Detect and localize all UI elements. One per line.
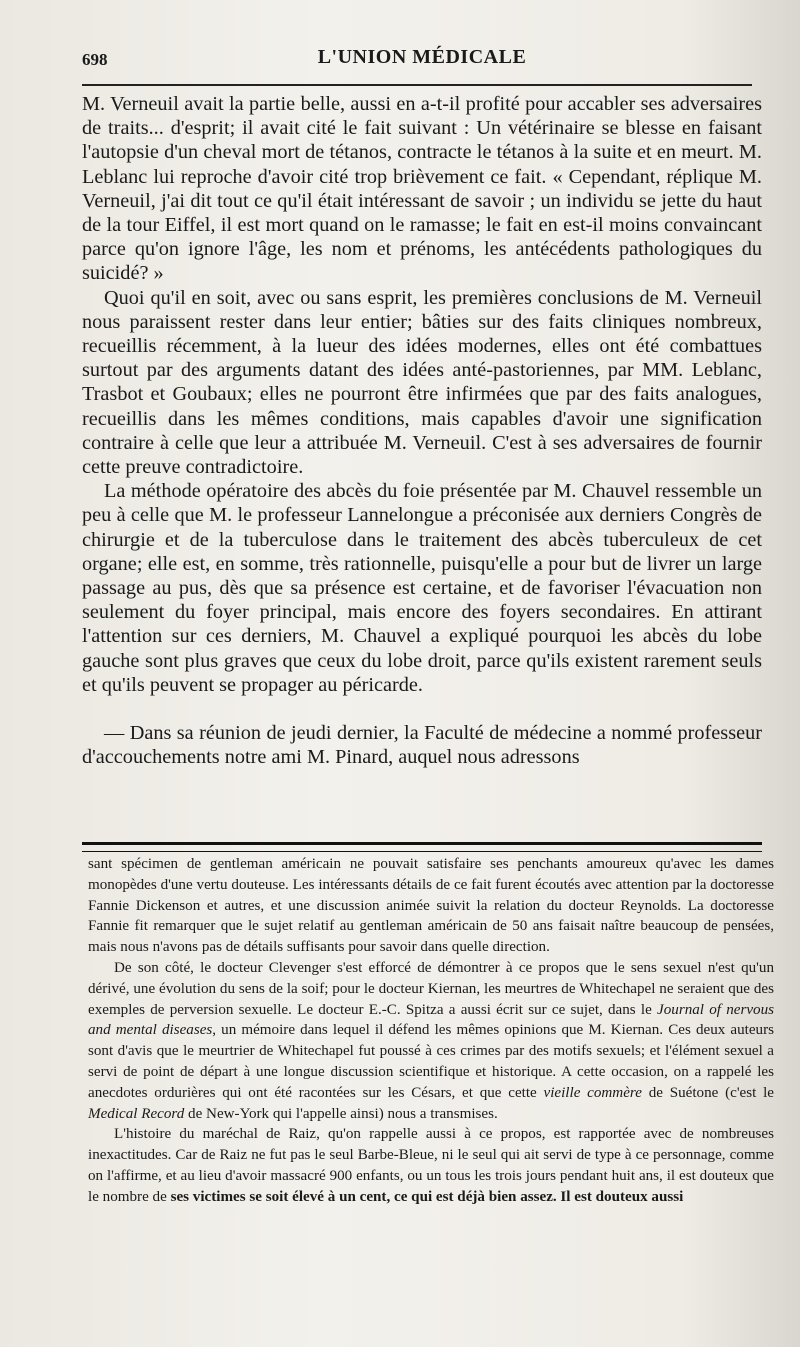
paragraph-conclusions: Quoi qu'il en soit, avec ou sans esprit, les premières conclusions de M. Verneuil nous paraissent rester dans leur entier; bâties sur des faits cliniques nombreux, recueillis récemment, à la lueur des idées modernes, elles ont été combattues surtout par des arguments datant des idées anté-pastoriennes, par MM. Leblanc, Trasbot et Goubaux; elles ne pourront être infirmées que par des faits analogues, recueillis dans les mêmes conditions, mais capables d'avoir une signification contraire à celle que leur a attribuée M. Verneuil. C'est à ses adversaires de fournir cette preuve contradictoire.	[82, 286, 762, 479]
journal-title: Journal of nervous and mental diseases	[88, 1001, 774, 1039]
footnote-paragraph-3	[88, 1124, 774, 1207]
footnote-text: de Suétone (c'est le	[641, 1084, 774, 1101]
footnote-text-bold: ses victimes se soit élevé à un cent, ce qui est déjà bien assez. Il est douteux aussi	[170, 1188, 684, 1205]
paragraph-faculty-news: — Dans sa réunion de jeudi dernier, la Faculté de médecine a nommé professeur d'accouchements notre ami M. Pinard, auquel nous adressons	[82, 722, 762, 769]
footnote-text: L'histoire du maréchal de Raiz, qu'on rappelle aussi à ce propos, est rapportée avec de nombreuses inexactitudes. Car de Raiz ne fut pas le seul Barbe-Bleue, ni le seul qui ait servi de type à ce personnage, comme on l'affirme, et au lieu d'avoir massacré 900 enfants, ou un tous les trois jours pendant huit ans, il est douteux que le nombre de	[88, 1126, 774, 1205]
italic-phrase: vieille commère	[543, 1084, 642, 1101]
page-number: 698	[82, 50, 108, 69]
footnote-paragraph-2	[88, 958, 774, 1124]
footnote-text: , un mémoire dans lequel il défend les mêmes opinions que M. Kiernan. Ces deux auteurs sont d'avis que le meurtrier de Whitechapel fut poussé à ces crimes par des motifs sexuels; et l'élément sexuel a servi de point de départ à une longue discussion scientifique et historique. A cette occasion, on a rappelé les anecdotes ordurières qui ont été racontées sur les Césars, et que cette	[88, 1022, 774, 1101]
footnote-paragraph-1: sant spécimen de gentleman américain ne pouvait satisfaire ses penchants amoureux qu'avec les dames monopèdes d'une vertu douteuse. Les intéressants détails de ce fait furent écoutés avec attention par la doctoresse Fannie Dickenson et autres, et une discussion animée suivit la relation du docteur Reynolds. La doctoresse Fannie fit remarquer que le sujet relatif au gentleman américain de 50 ans faisait naître beaucoup de pensées, mais nous n'avons pas de détails suffisants pour savoir dans quelle direction.	[88, 856, 774, 956]
journal-title: Medical Record	[88, 1105, 185, 1122]
paragraph-verneuil-reply: M. Verneuil avait la partie belle, aussi en a-t-il profité pour accabler ses adversaires de traits... d'esprit; il avait cité le fait suivant : Un vétérinaire se blesse en faisant l'autopsie d'un cheval mort de tétanos, contracte le tétanos à la suite et en meurt. M. Leblanc lui reproche d'avoir cité trop brièvement ce fait. « Cependant, réplique M. Verneuil, j'ai dit tout ce qu'il était intéressant de savoir ; un individu se jette du haut de la tour Eiffel, il est mort quand on le ramasse; le fait en est-il moins convaincant parce qu'on ignore l'âge, les nom et prénoms, les antécédents pathologiques du suicidé? »	[82, 93, 762, 285]
main-text	[82, 92, 762, 769]
footnote-text: de New-York qui l'appelle ainsi) nous a transmises.	[184, 1105, 498, 1122]
header-rule	[82, 84, 752, 86]
footnote-text: De son côté, le docteur Clevenger s'est efforcé de démontrer à ce propos que le sens sexuel n'est qu'un dérivé, une évolution du sens de la soif; pour le docteur Kiernan, les meurtres de Whitechapel ne seraient que des exemples de perversion sexuelle. Le docteur E.-C. Spitza a aussi écrit sur ce sujet, dans le	[88, 959, 774, 1018]
page-header	[82, 46, 762, 80]
running-title: L'UNION MÉDICALE	[317, 46, 527, 68]
footnote	[88, 854, 774, 1208]
footnote-divider	[82, 842, 762, 852]
paragraph-chauvel-method: La méthode opératoire des abcès du foie présentée par M. Chauvel ressemble un peu à celle que M. le professeur Lannelongue a préconisée aux derniers Congrès de chirurgie et de la tuberculose dans le traitement des abcès tuberculeux de cet organe; elle est, en somme, très rationnelle, puisqu'elle a pour but de livrer un large passage au pus, dès que sa présence est certaine, et de favoriser l'évacuation non seulement du foyer principal, mais encore des foyers secondaires. En attirant l'attention sur ces derniers, M. Chauvel a expliqué pourquoi les abcès du lobe gauche sont plus graves que ceux du lobe droit, parce qu'ils existent rarement seuls et qu'ils peuvent se propager au péricarde.	[82, 480, 762, 696]
